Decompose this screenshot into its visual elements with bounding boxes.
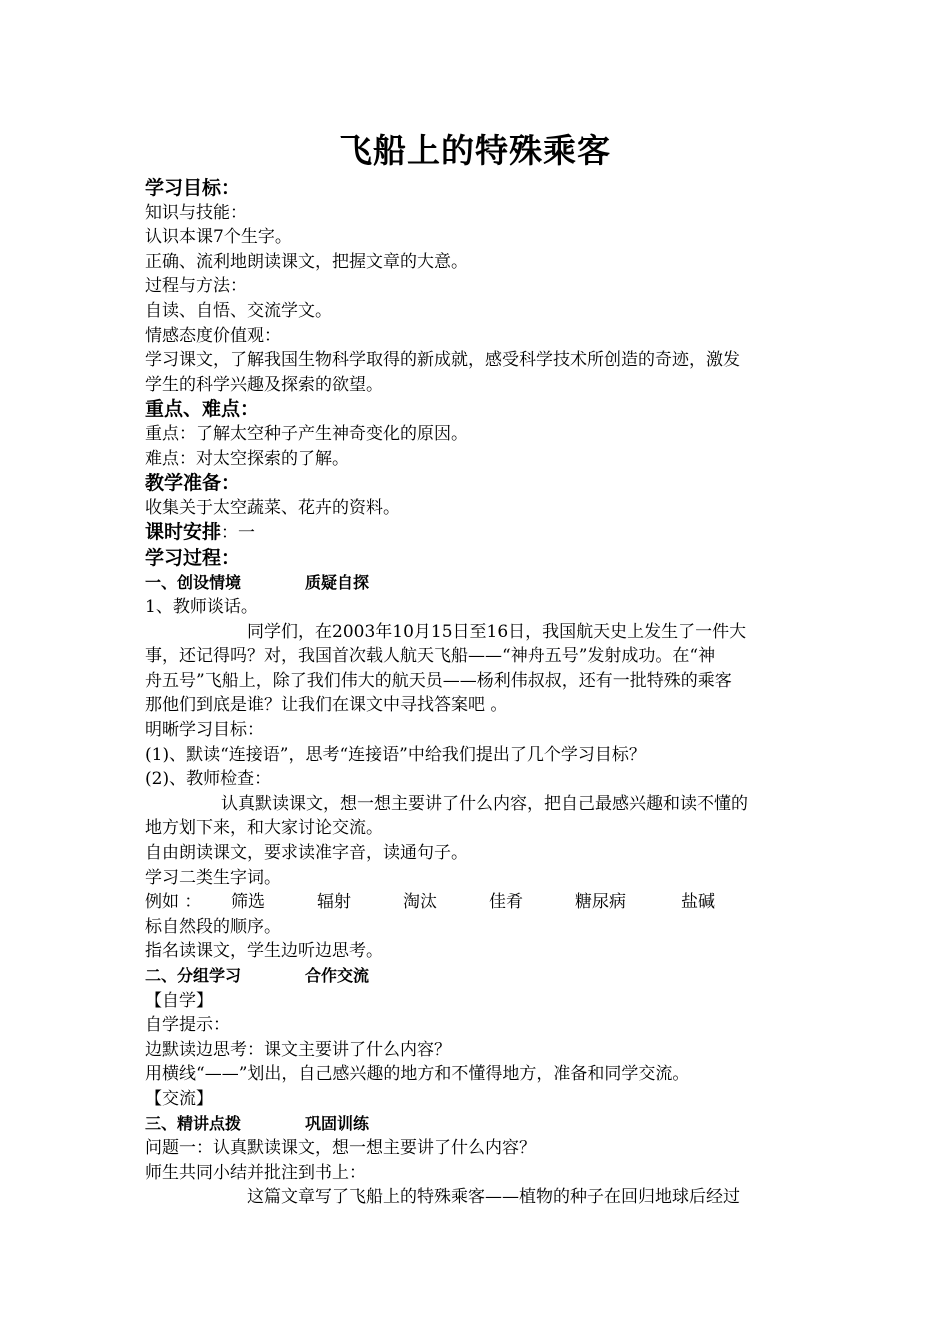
knowledge-item: 正确、流利地朗读课文，把握文章的大意。 — [145, 251, 468, 272]
instruction-item: 学习二类生字词。 — [145, 867, 281, 888]
process-label: 过程与方法： — [145, 276, 247, 297]
section-heading-goals: 学习目标： — [145, 177, 241, 199]
part-heading-subtitle: 合作交流 — [305, 966, 370, 985]
paragraph-line: 事，还记得吗？对，我国首次载人航天飞船——“神舟五号”发射成功。在“神 — [145, 646, 716, 667]
section-heading-key-points: 重点、难点： — [145, 398, 260, 421]
paragraph-line: 这篇文章写了飞船上的特殊乘客——植物的种子在回归地球后经过 — [247, 1187, 740, 1208]
hint-item: 边默读边思考：课文主要讲了什么内容？ — [145, 1039, 451, 1060]
document-body — [145, 176, 815, 1210]
instruction-item: 标自然段的顺序。 — [145, 916, 281, 937]
vocabulary-word: 糖尿病 — [575, 892, 626, 913]
step-item: 1、教师谈话。 — [145, 597, 258, 618]
preparation-item: 收集关于太空蔬菜、花卉的资料。 — [145, 497, 400, 518]
vocabulary-word: 淘汰 — [403, 892, 437, 913]
paragraph-line: 那他们到底是谁？让我们在课文中寻找答案吧 。 — [145, 695, 508, 716]
example-label: 例如 ： — [145, 892, 202, 913]
knowledge-label: 知识与技能： — [145, 202, 247, 223]
part-heading-title: 三、精讲点拨 — [145, 1113, 242, 1133]
part-heading-3 — [145, 1112, 815, 1137]
vocabulary-row — [145, 890, 815, 915]
vocabulary-word: 佳肴 — [489, 892, 523, 913]
page-title: 飞船上的特殊乘客 — [339, 131, 611, 170]
section-heading-hours — [145, 520, 815, 546]
section-heading-process: 学习过程： — [145, 546, 241, 569]
part-heading-2 — [145, 964, 815, 989]
part-heading-title: 二、分组学习 — [145, 966, 242, 985]
instruction-item: 自由朗读课文，要求读准字音，读通句子。 — [145, 843, 468, 864]
part-heading-subtitle: 巩固训练 — [305, 1113, 370, 1133]
part-heading-title: 一、创设情境 — [145, 572, 242, 592]
question-item: 问题一：认真默读课文，想一想主要讲了什么内容？ — [145, 1138, 536, 1159]
instruction-item: 指名读课文，学生边听边思考。 — [145, 941, 383, 962]
key-point: 重点：了解太空种子产生神奇变化的原因。 — [145, 423, 468, 444]
hours-label: 课时安排 — [145, 521, 222, 544]
hours-value: ：一 — [221, 523, 256, 544]
paragraph-line: 认真默读课文，想一想主要讲了什么内容，把自己最感兴趣和读不懂的 — [221, 793, 748, 814]
paragraph-line: 地方划下来，和大家讨论交流。 — [145, 818, 383, 839]
knowledge-item: 认识本课7个生字。 — [145, 227, 292, 248]
hint-item: 用横线“——”划出，自己感兴趣的地方和不懂得地方，准备和同学交流。 — [145, 1064, 690, 1085]
process-item: 自读、自悟、交流学文。 — [145, 300, 332, 321]
bracket-label: 【自学】 — [145, 990, 213, 1011]
paragraph-line: 同学们，在2003年10月15日至16日，我国航天史上发生了一件大 — [247, 621, 747, 642]
vocabulary-word: 辐射 — [317, 892, 351, 913]
part-heading-1 — [145, 571, 815, 596]
goal-label: 明晰学习目标： — [145, 720, 264, 741]
section-heading-preparation: 教学准备： — [145, 472, 241, 495]
question-item: (2)、教师检查： — [145, 769, 272, 790]
difficult-point: 难点：对太空探索的了解。 — [145, 448, 349, 469]
bracket-label: 【交流】 — [145, 1088, 213, 1109]
question-item: (1)、默读“连接语”，思考“连接语”中给我们提出了几个学习目标？ — [145, 744, 646, 765]
paragraph-line: 舟五号”飞船上，除了我们伟大的航天员——杨利伟叔叔，还有一批特殊的乘客 — [145, 670, 732, 691]
part-heading-subtitle: 质疑自探 — [305, 572, 370, 592]
emotion-item: 学习课文，了解我国生物科学取得的新成就，感受科学技术所创造的奇迹，激发 — [145, 350, 740, 371]
vocabulary-word: 盐碱 — [681, 892, 715, 913]
summary-label: 师生共同小结并批注到书上： — [145, 1162, 366, 1183]
emotion-label: 情感态度价值观： — [145, 325, 281, 346]
vocabulary-word: 筛选 — [231, 892, 265, 913]
hint-label: 自学提示： — [145, 1015, 230, 1036]
emotion-item: 学生的科学兴趣及探索的欲望。 — [145, 374, 383, 395]
